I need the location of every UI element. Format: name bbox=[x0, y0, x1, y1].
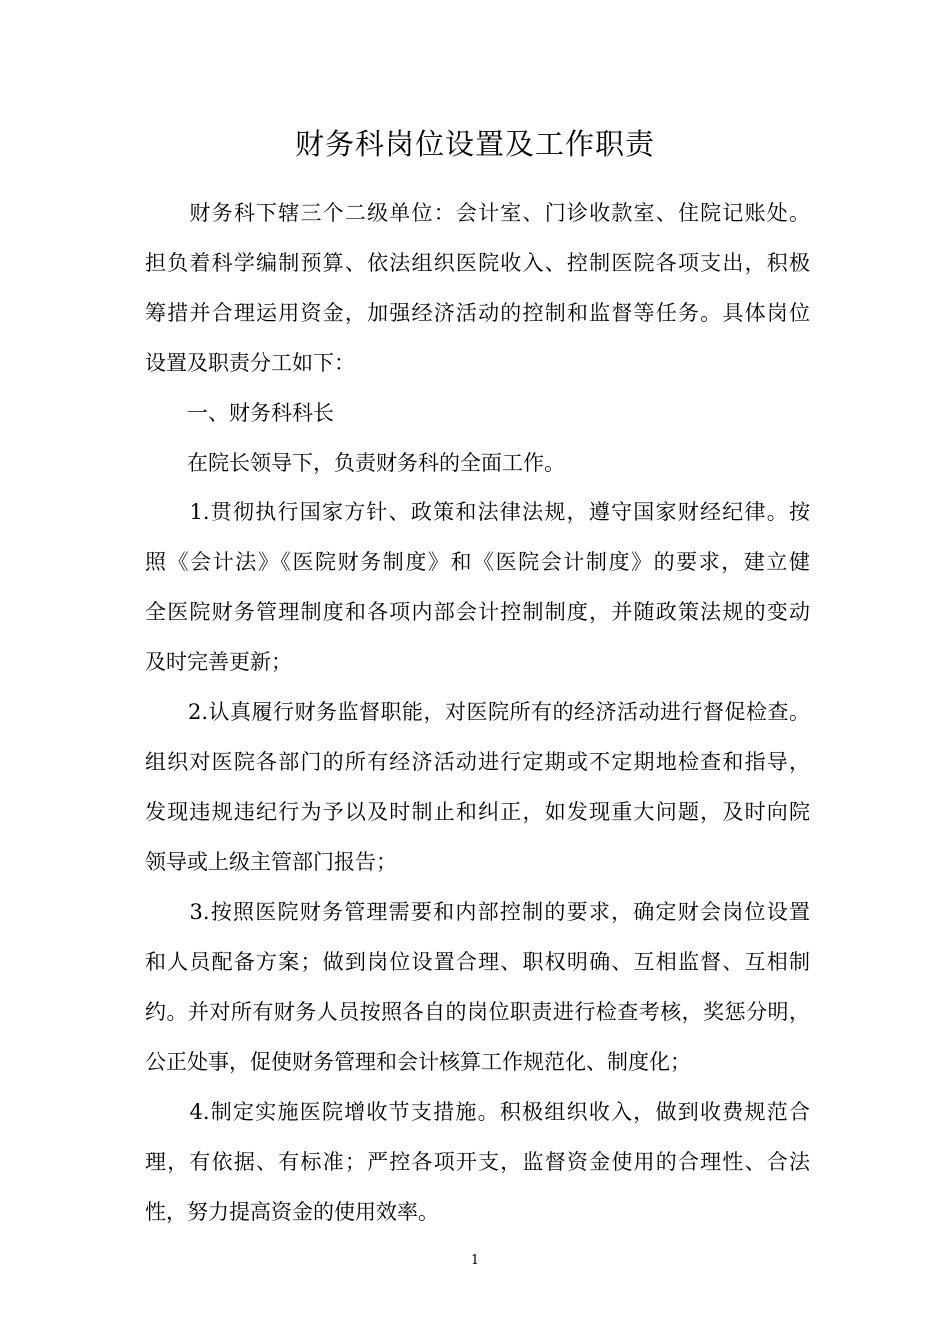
page-number: 1 bbox=[470, 1253, 480, 1268]
body-line: 及时完善更新； bbox=[145, 650, 292, 674]
body-line: 在院长领导下，负责财务科的全面工作。 bbox=[145, 451, 565, 475]
document-title: 财务科岗位设置及工作职责 bbox=[294, 127, 655, 161]
body-line: 2.认真履行财务监督职能，对医院所有的经济活动进行督促检查。 bbox=[145, 700, 810, 724]
body-line: 照《会计法》《医院财务制度》和《医院会计制度》的要求，建立健 bbox=[145, 550, 810, 574]
body-line: 理，有依据、有标准；严控各项开支，监督资金使用的合理性、合法 bbox=[145, 1150, 810, 1174]
body-line: 领导或上级主管部门报告； bbox=[145, 850, 397, 874]
section-heading: 一、财务科科长 bbox=[145, 401, 334, 425]
body-line: 发现违规违纪行为予以及时制止和纠正，如发现重大问题，及时向院 bbox=[145, 800, 810, 824]
body-line: 财务科下辖三个二级单位：会计室、门诊收款室、住院记账处。 bbox=[145, 201, 810, 225]
body-line: 约。并对所有财务人员按照各自的岗位职责进行检查考核，奖惩分明， bbox=[145, 1000, 810, 1024]
body-line: 3.按照医院财务管理需要和内部控制的要求，确定财会岗位设置 bbox=[145, 900, 810, 924]
body-line: 1.贯彻执行国家方针、政策和法律法规，遵守国家财经纪律。按 bbox=[145, 500, 810, 524]
body-line: 性，努力提高资金的使用效率。 bbox=[145, 1200, 439, 1224]
body-line: 担负着科学编制预算、依法组织医院收入、控制医院各项支出，积极 bbox=[145, 251, 810, 275]
body-line: 设置及职责分工如下： bbox=[145, 351, 355, 375]
body-line: 组织对医院各部门的所有经济活动进行定期或不定期地检查和指导， bbox=[145, 750, 810, 774]
body-line: 公正处事，促使财务管理和会计核算工作规范化、制度化； bbox=[145, 1050, 691, 1074]
body-line: 和人员配备方案；做到岗位设置合理、职权明确、互相监督、互相制 bbox=[145, 950, 810, 974]
body-line: 全医院财务管理制度和各项内部会计控制制度，并随政策法规的变动 bbox=[145, 600, 810, 624]
body-line: 筹措并合理运用资金，加强经济活动的控制和监督等任务。具体岗位 bbox=[145, 301, 810, 325]
body-line: 4.制定实施医院增收节支措施。积极组织收入，做到收费规范合 bbox=[145, 1100, 810, 1124]
